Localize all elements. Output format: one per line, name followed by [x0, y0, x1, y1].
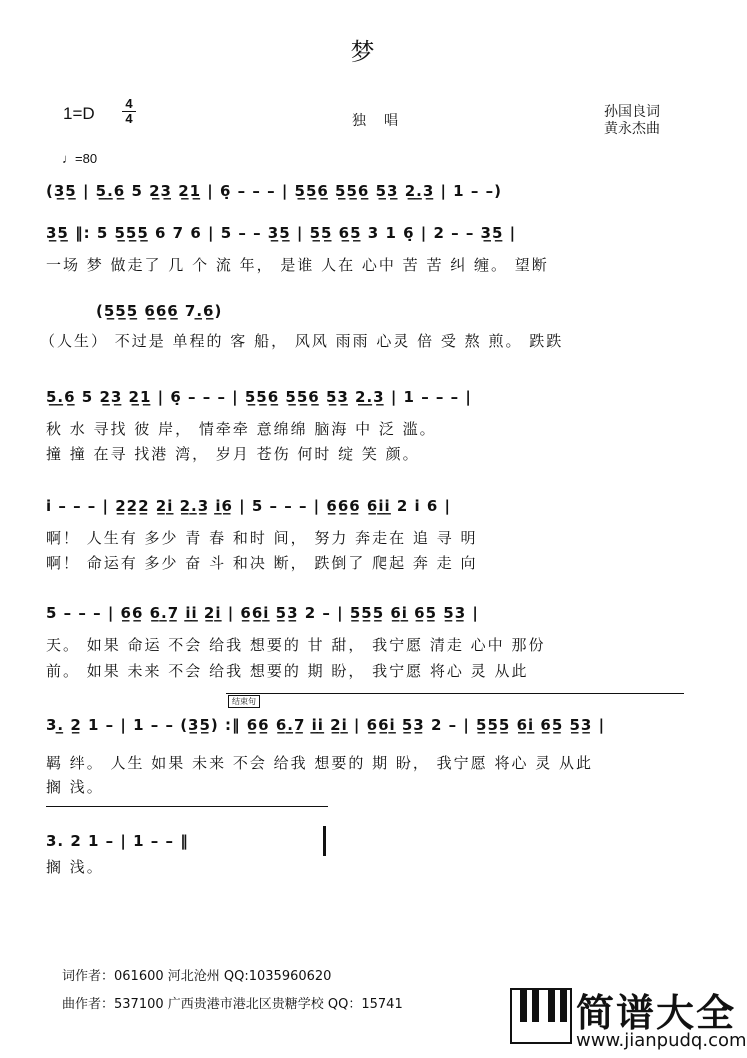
lyric-line-4: 撞 撞 在寻 找港 湾， 岁月 苍伤 何时 绽 笑 颜。: [46, 445, 420, 463]
lyric-line-9: 羁 绊。 人生 如果 未来 不会 给我 想要的 期 盼， 我宁愿 将心 灵 从此: [46, 754, 593, 772]
lyric-line-5: 啊！ 人生有 多少 青 春 和时 间， 努力 奔走在 追 寻 明: [46, 529, 478, 547]
composer-credit: 黄永杰曲: [604, 121, 660, 137]
logo-url: www.jianpudq.com: [576, 1030, 747, 1051]
time-signature: [122, 98, 136, 125]
end-phrase-marker: 结束句: [228, 695, 260, 708]
lyric-line-11: 搁 浅。: [46, 858, 104, 876]
ending-bracket-line: [226, 693, 684, 694]
staff-row-1: (3̲5̲ | 5̲.̲6̲ 5 2̲3̲ 2̲1̲ | 6̣ – – – | 5̲5̲6̲ 5̲5̲6̲ 5̲3̲ 2̲.̲3̲ | 1 – –): [46, 182, 502, 200]
staff-row-4: 5̲.̲6̲ 5 2̲3̲ 2̲1̲ | 6̣ – – – | 5̲5̲6̲ 5̲5̲6̲ 5̲3̲ 2̲.̲3̲ | 1 – – – |: [46, 388, 472, 406]
staff-row-3: (5̲5̲5̲ 6̲6̲6̲ 7.̲6̲): [96, 302, 223, 320]
staff-row-5: i – – – | 2̲2̲2̲ 2̲i̲ 2̲.̲3̲ i̲6̲ | 5 – – – | 6̲6̲6̲ 6̲i̲i̲ 2 i 6 |: [46, 497, 452, 515]
staff-row-7: 3.̲ 2̲ 1 – | 1 – – (3̲5̲) :‖ 6̲6̲ 6̲.̲7̲ i̲i̲ 2̲i̲ | 6̲6̲i̲ 5̲3̲ 2 – | 5̲5̲5̲ 6̲i̲ 6̲5̲ 5̲3̲ |: [46, 716, 606, 734]
lyric-line-2: （人生） 不过是 单程的 客 船， 风风 雨雨 心灵 倍 受 熬 煎。 跌跌: [40, 332, 564, 350]
footer-lyricist-info: 词作者：061600 河北沧州 QQ:1035960620: [62, 969, 332, 984]
credits: [604, 104, 660, 138]
lyricist-credit: 孙国良词: [604, 104, 660, 120]
logo-name: 简谱大全: [576, 991, 737, 1035]
lyric-line-8: 前。 如果 未来 不会 给我 想要的 期 盼， 我宁愿 将心 灵 从此: [46, 662, 529, 680]
tempo-marking: ♩=80: [62, 151, 98, 166]
time-signature-top: 4: [125, 96, 133, 111]
lyric-line-10: 搁 浅。: [46, 778, 104, 796]
song-title: 梦: [350, 38, 375, 66]
staff-row-6: 5 – – – | 6̲6̲ 6̲.̲7̲ i̲i̲ 2̲i̲ | 6̲6̲i̲ 5̲3̲ 2 – | 5̲5̲5̲ 6̲i̲ 6̲5̲ 5̲3̲ |: [46, 604, 479, 622]
staff-row-8: 3. 2 1 – | 1 – – ‖: [46, 832, 189, 850]
footer-composer-info: 曲作者：537100 广西贵港市港北区贵糖学校 QQ：15741: [62, 997, 403, 1012]
final-barline: [323, 826, 326, 856]
time-signature-bottom: 4: [125, 111, 133, 126]
lyric-line-1: 一场 梦 做走了 几 个 流 年， 是谁 人在 心中 苦 苦 纠 缠。 望断: [46, 256, 549, 274]
key-signature: 1=D: [63, 104, 95, 123]
coda-bracket-line: [46, 806, 328, 807]
performance-type: 独唱: [352, 113, 416, 129]
staff-row-2: 3̲5̲ ‖: 5 5̲5̲5̲ 6 7 6 | 5 – – 3̲5̲ | 5̲5̲ 6̲5̲ 3 1 6̣ | 2 – – 3̲5̲ |: [46, 224, 517, 242]
lyric-line-6: 啊！ 命运有 多少 奋 斗 和决 断， 跌倒了 爬起 奔 走 向: [46, 554, 478, 572]
lyric-line-7: 天。 如果 命运 不会 给我 想要的 甘 甜， 我宁愿 清走 心中 那份: [46, 636, 546, 654]
lyric-line-3: 秋 水 寻找 彼 岸， 情牵牵 意绵绵 脑海 中 泛 滥。: [46, 420, 437, 438]
site-logo: [510, 982, 747, 1054]
piano-keys-icon: [510, 988, 572, 1044]
